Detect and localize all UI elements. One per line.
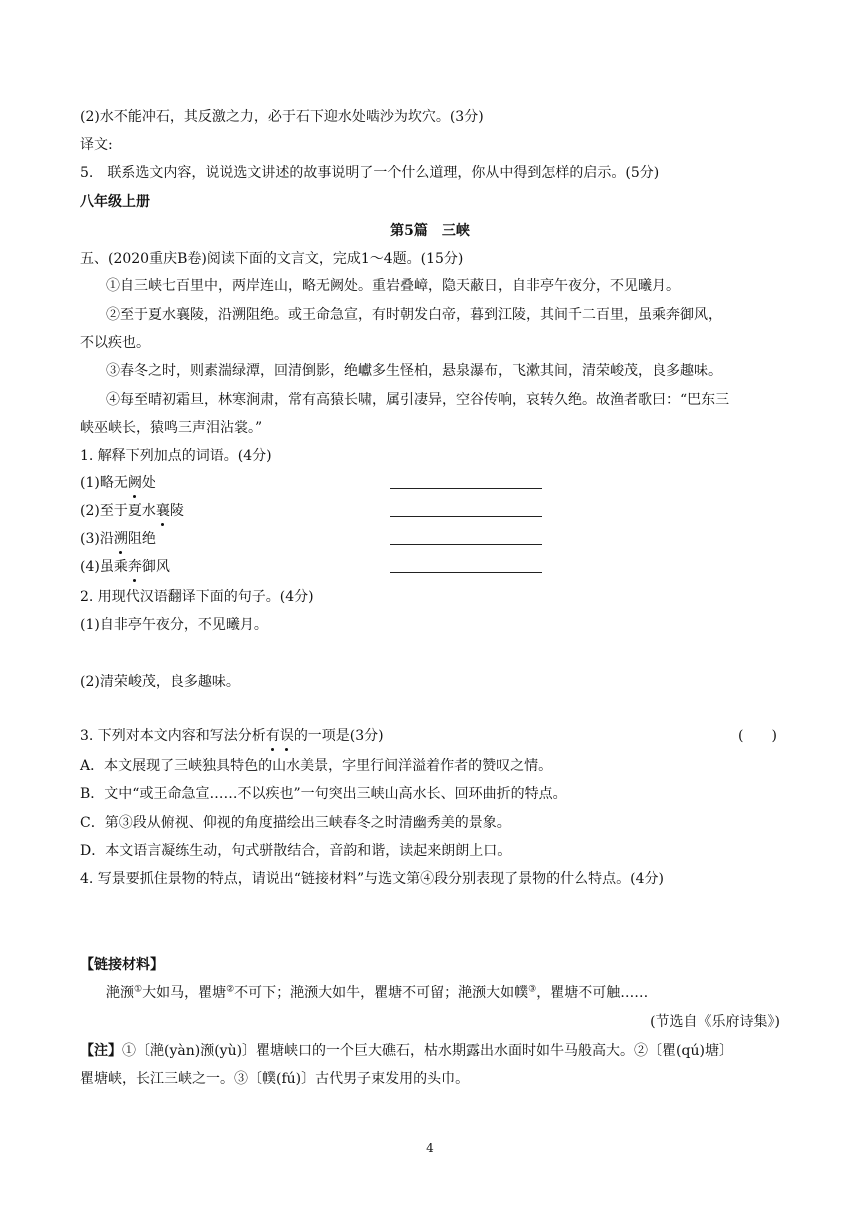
page-number: 4 bbox=[426, 1141, 434, 1155]
question-5: 5. 联系选文内容，说说选文讲述的故事说明了一个什么道理，你从中得到怎样的启示。(5分) bbox=[80, 165, 660, 181]
footnote-marker: ② bbox=[226, 984, 235, 995]
dotted-character: 误 bbox=[279, 728, 294, 744]
dotted-character: 溯 bbox=[113, 531, 128, 547]
dotted-character: 有 bbox=[265, 728, 280, 744]
link-material-heading: 【链接材料】 bbox=[80, 957, 164, 973]
footnote-marker: ① bbox=[134, 984, 143, 995]
passage-paragraph-2-line-2: 不以疾也。 bbox=[80, 335, 150, 351]
passage-paragraph-3: ③春冬之时，则素湍绿潭，回清倒影，绝巘多生怪柏，悬泉瀑布，飞漱其间，清荣峻茂，良多趣味。 bbox=[106, 363, 722, 379]
notes-line-1: 【注】①〔滟(yàn)滪(yù)〕瞿塘峡口的一个巨大礁石，枯水期露出水面时如牛马般高大。②〔瞿(qú)塘〕 bbox=[80, 1043, 733, 1059]
option-a: A．本文展现了三峡独具特色的山水美景，字里行间洋溢着作者的赞叹之情。 bbox=[80, 758, 553, 774]
answer-blank[interactable] bbox=[390, 544, 542, 545]
notes-line-2: 瞿塘峡，长江三峡之一。③〔幞(fú)〕古代男子束发用的头巾。 bbox=[80, 1071, 470, 1087]
dotted-character: 奔 bbox=[127, 559, 142, 575]
option-c: C．第③段从俯视、仰视的角度描绘出三峡春冬之时清幽秀美的景象。 bbox=[80, 815, 511, 831]
question-1-prompt: 1. 解释下列加点的词语。(4分) bbox=[80, 448, 272, 464]
question-2-item-2: (2)清荣峻茂，良多趣味。 bbox=[80, 674, 240, 690]
question-2-item-1: (1)自非亭午夜分，不见曦月。 bbox=[80, 617, 268, 633]
question-2-prompt: 2. 用现代汉语翻译下面的句子。(4分) bbox=[80, 589, 314, 605]
option-b: B．文中“或王命急宣……不以疾也”一句突出三峡山高水长、回环曲折的特点。 bbox=[80, 786, 567, 802]
answer-blank[interactable] bbox=[390, 516, 542, 517]
question-1-item: (1)略无阙处 bbox=[80, 475, 156, 491]
section-heading: 八年级上册 bbox=[80, 194, 150, 210]
question-1-item: (3)沿溯阻绝 bbox=[80, 531, 156, 547]
answer-blank[interactable] bbox=[390, 488, 542, 489]
question-3-prompt: 3. 下列对本文内容和写法分析有误的一项是(3分) bbox=[80, 728, 384, 744]
dotted-character: 阙 bbox=[127, 475, 142, 491]
question-1-item: (4)虽乘奔御风 bbox=[80, 559, 170, 575]
source-citation: (节选自《乐府诗集》) bbox=[650, 1014, 780, 1030]
link-material-text: 滟滪①大如马，瞿塘②不可下；滟滪大如牛，瞿塘不可留；滟滪大如幞③，瞿塘不可触…… bbox=[106, 984, 649, 1001]
notes-label: 【注】 bbox=[80, 1043, 122, 1059]
question-4-prompt: 4. 写景要抓住景物的特点，请说出“链接材料”与选文第④段分别表现了景物的什么特点。(4分) bbox=[80, 871, 664, 887]
footnote-marker: ③ bbox=[528, 984, 537, 995]
passage-paragraph-4-line-1: ④每至晴初霜旦，林寒涧肃，常有高猿长啸，属引凄异，空谷传响，哀转久绝。故渔者歌曰：“巴东三 bbox=[106, 392, 730, 408]
passage-paragraph-1: ①自三峡七百里中，两岸连山，略无阙处。重岩叠嶂，隐天蔽日，自非亭午夜分，不见曦月。 bbox=[106, 278, 680, 294]
answer-parentheses[interactable]: ( ) bbox=[738, 728, 777, 744]
option-d: D．本文语言凝练生动，句式骈散结合，音韵和谐，读起来朗朗上口。 bbox=[80, 843, 512, 859]
translation-label: 译文: bbox=[80, 137, 113, 153]
article-title: 第5篇 三峡 bbox=[390, 223, 470, 239]
exercise-intro: 五、(2020重庆B卷)阅读下面的文言文，完成1～4题。(15分) bbox=[80, 251, 464, 267]
passage-paragraph-2-line-1: ②至于夏水襄陵，沿溯阻绝。或王命急宣，有时朝发白帝，暮到江陵，其间千二百里，虽乘奔御风， bbox=[106, 307, 722, 323]
q4-item2-text: (2)水不能冲石，其反激之力，必于石下迎水处啮沙为坎穴。(3分) bbox=[80, 109, 484, 125]
answer-blank[interactable] bbox=[390, 572, 542, 573]
passage-paragraph-4-line-2: 峡巫峡长，猿鸣三声泪沾裳。” bbox=[80, 420, 263, 436]
question-1-item: (2)至于夏水襄陵 bbox=[80, 503, 184, 519]
dotted-character: 襄 bbox=[155, 503, 170, 519]
